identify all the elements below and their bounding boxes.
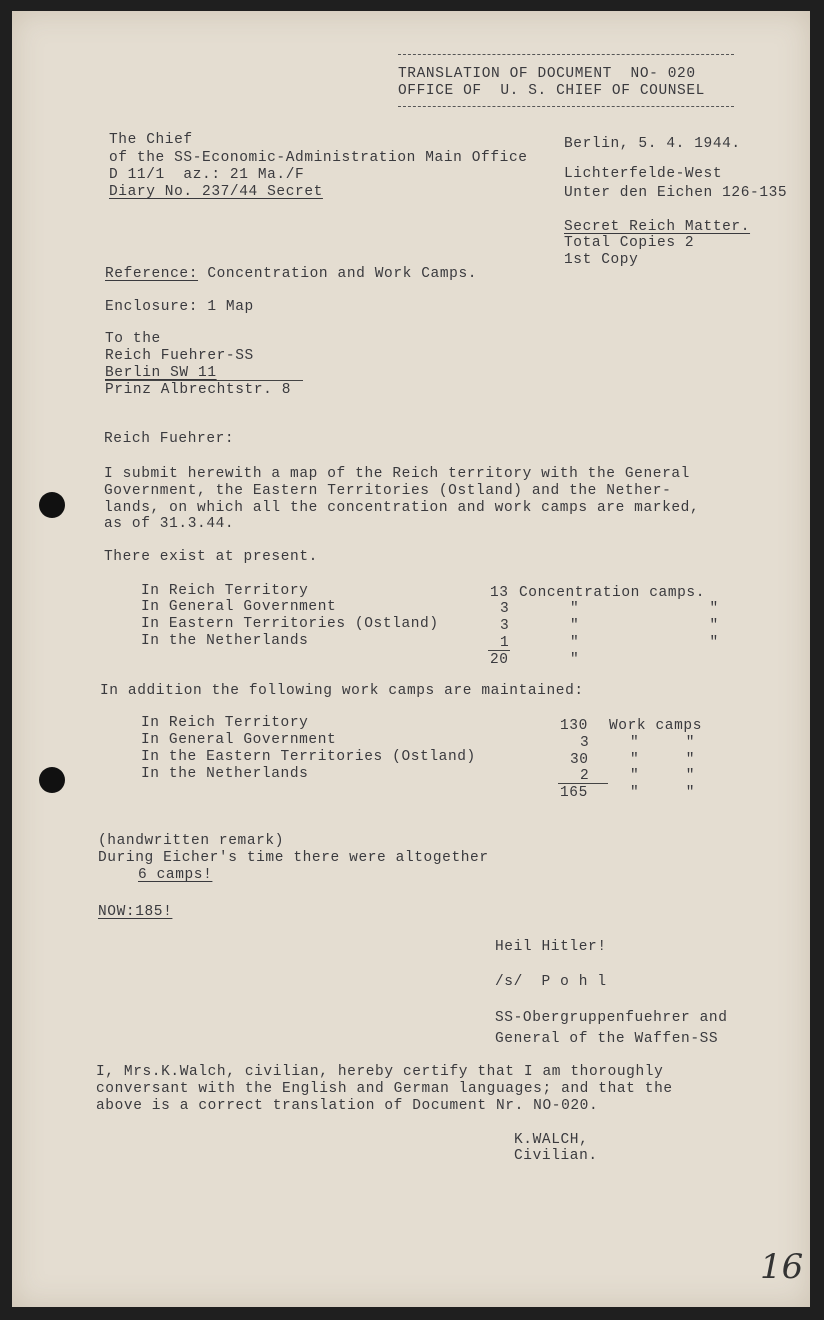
remark-line-4: NOW:185! [98, 904, 173, 920]
addressee-line-2: Reich Fuehrer-SS [105, 348, 254, 364]
wc-row-type: " " [630, 752, 696, 768]
page-number: 16 [760, 1247, 804, 1287]
wc-total-type: " " [630, 785, 696, 801]
body-line-4: as of 31.3.44. [104, 516, 235, 532]
wc-row-type: Work camps [609, 718, 703, 734]
cc-total-rule [488, 650, 510, 651]
wc-row-label: In Reich Territory [141, 715, 309, 731]
sender-line-1: The Chief [109, 132, 193, 148]
reference-label: Reference: [105, 266, 199, 282]
sender-line-4: Diary No. 237/44 Secret [109, 184, 323, 200]
body-line-1: I submit herewith a map of the Reich territory with the General [104, 466, 690, 482]
body-line-3: lands, on which all the concentration and work camps are marked, [104, 500, 700, 516]
cc-row-label: In Reich Territory [141, 583, 309, 599]
closing-title-1: SS-Obergruppenfuehrer and [495, 1010, 728, 1026]
cc-total-count: 20 [490, 652, 509, 668]
header-top-rule [398, 54, 734, 55]
cc-row-count: 1 [500, 635, 510, 651]
wc-row-count: 30 [570, 752, 589, 768]
translator-role: Civilian. [514, 1148, 598, 1164]
closing-signature: /s/ P o h l [495, 974, 607, 990]
remark-line-1: (handwritten remark) [98, 833, 285, 849]
classification-line-3: 1st Copy [564, 252, 639, 268]
cc-row-count: 13 [490, 585, 509, 601]
cc-row-type: " " [570, 601, 719, 617]
addressee-underline [105, 380, 303, 381]
remark-line-3: 6 camps! [138, 867, 213, 883]
wc-row-label: In the Netherlands [141, 766, 309, 782]
wc-row-count: 130 [560, 718, 588, 734]
cc-row-type: " " [570, 635, 719, 651]
certification-line-3: above is a correct translation of Document Nr. NO-020. [96, 1098, 599, 1114]
enclosure-line: Enclosure: 1 Map [105, 299, 254, 315]
document-page [12, 11, 810, 1307]
reference-line [105, 266, 477, 282]
closing-greeting: Heil Hitler! [495, 939, 607, 955]
addressee-line-4: Prinz Albrechtstr. 8 [105, 382, 292, 398]
addressee-line-3: Berlin SW 11 [105, 365, 217, 381]
wc-row-count: 3 [580, 735, 590, 751]
wc-row-type: " " [630, 768, 696, 784]
salutation: Reich Fuehrer: [104, 431, 235, 447]
body-line-2: Government, the Eastern Territories (Ostland) and the Nether- [104, 483, 672, 499]
wc-row-type: " " [630, 735, 696, 751]
cc-row-type: " " [570, 618, 719, 634]
remark-line-2: During Eicher's time there were altogether [98, 850, 489, 866]
sender-line-2: of the SS-Economic-Administration Main Office [109, 150, 528, 166]
header-line-1: TRANSLATION OF DOCUMENT NO- 020 [398, 66, 696, 82]
cc-row-count: 3 [500, 618, 510, 634]
certification-line-1: I, Mrs.K.Walch, civilian, hereby certify that I am thoroughly [96, 1064, 664, 1080]
place-date-line-1: Berlin, 5. 4. 1944. [564, 136, 741, 152]
wc-total-count: 165 [560, 785, 588, 801]
cc-row-label: In Eastern Territories (Ostland) [141, 616, 439, 632]
classification-line-1: Secret Reich Matter. [564, 219, 751, 235]
cc-total-type: " [570, 652, 580, 668]
closing-title-2: General of the Waffen-SS [495, 1031, 719, 1047]
certification-line-2: conversant with the English and German languages; and that the [96, 1081, 673, 1097]
cc-row-count: 3 [500, 601, 510, 617]
translator-name: K.WALCH, [514, 1132, 589, 1148]
wc-row-count: 2 [580, 768, 590, 784]
place-date-line-2: Lichterfelde-West [564, 166, 723, 182]
header-bottom-rule [398, 106, 734, 107]
header-line-2: OFFICE OF U. S. CHIEF OF COUNSEL [398, 83, 705, 99]
wc-total-rule [558, 783, 608, 784]
cc-row-label: In the Netherlands [141, 633, 309, 649]
punch-hole-top [39, 492, 65, 518]
place-date-line-3: Unter den Eichen 126-135 [564, 185, 788, 201]
reference-text: Concentration and Work Camps. [198, 266, 478, 282]
cc-row-type: Concentration camps. [519, 585, 706, 601]
wc-row-label: In General Government [141, 732, 337, 748]
sender-line-3: D 11/1 az.: 21 Ma./F [109, 167, 305, 183]
classification-line-2: Total Copies 2 [564, 235, 695, 251]
work-intro: In addition the following work camps are maintained: [100, 683, 584, 699]
addressee-line-1: To the [105, 331, 161, 347]
punch-hole-bottom [39, 767, 65, 793]
exist-intro: There exist at present. [104, 549, 318, 565]
cc-row-label: In General Government [141, 599, 337, 615]
wc-row-label: In the Eastern Territories (Ostland) [141, 749, 476, 765]
